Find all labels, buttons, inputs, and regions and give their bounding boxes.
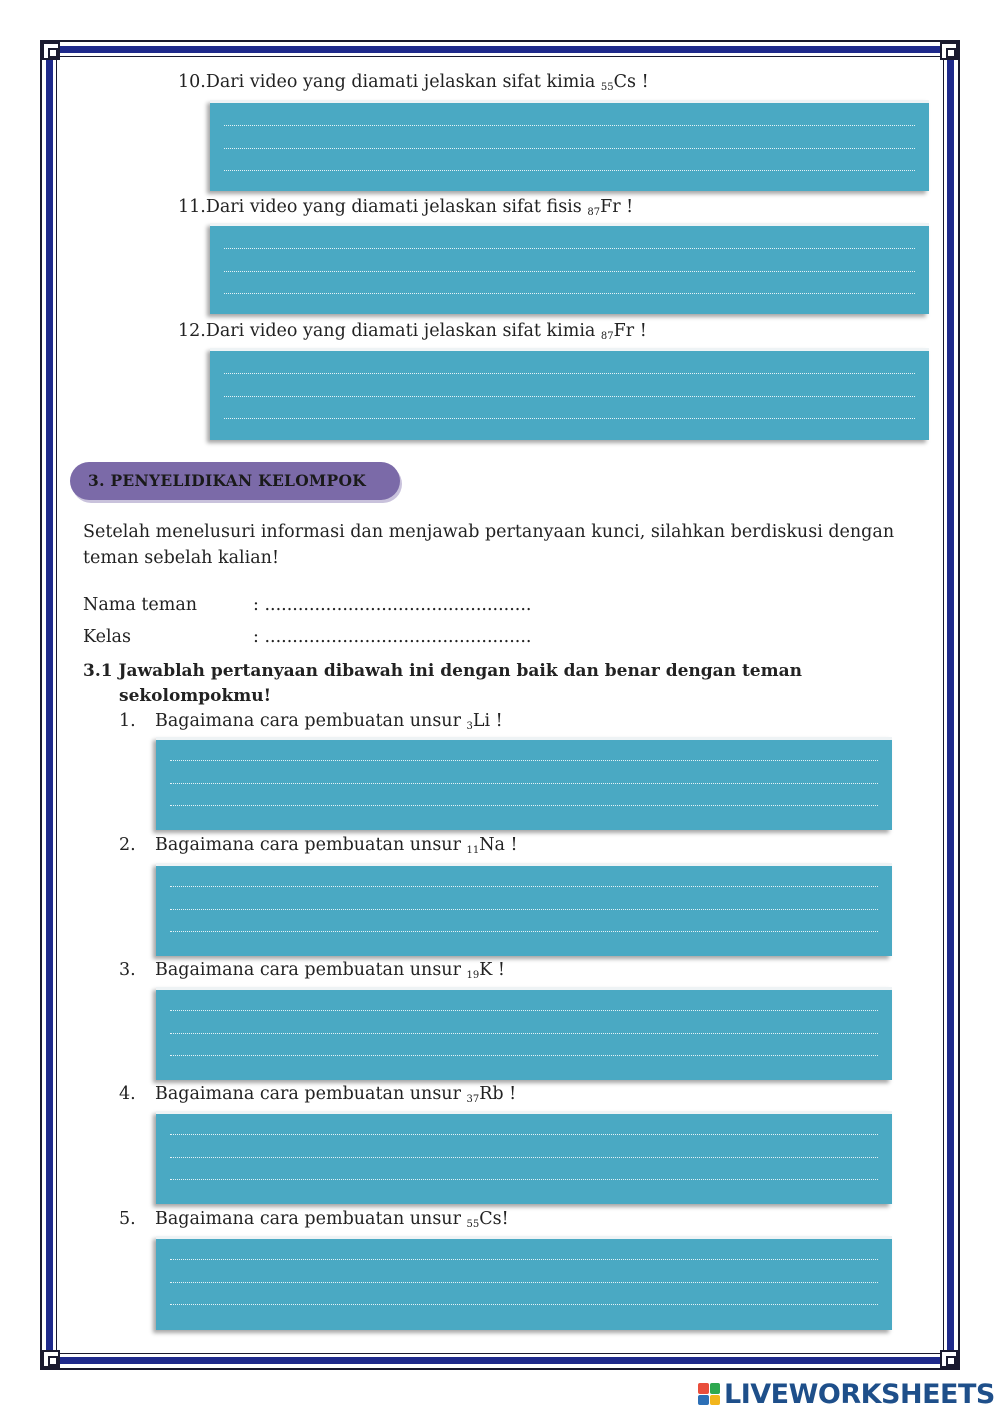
answer-box-3[interactable] <box>156 987 892 1080</box>
question-text: Dari video yang diamati jelaskan sifat kimia <box>205 72 601 92</box>
corner-ornament-icon <box>940 42 958 60</box>
section-header-pill <box>70 462 400 500</box>
question-text: Bagaimana cara pembuatan unsur <box>155 1209 467 1229</box>
question-5 <box>119 1208 509 1236</box>
corner-ornament-icon <box>940 1350 958 1368</box>
corner-ornament-icon <box>42 42 60 60</box>
field-label-kelas: Kelas <box>83 627 131 647</box>
question-number: 10. <box>178 72 206 92</box>
corner-ornament-icon <box>42 1350 60 1368</box>
question-text: Bagaimana cara pembuatan unsur <box>155 711 467 731</box>
question-text: Bagaimana cara pembuatan unsur <box>155 835 467 855</box>
liveworksheets-mark-icon <box>698 1383 720 1405</box>
atomic-number: 11 <box>466 845 480 856</box>
element-symbol: Li ! <box>472 711 503 731</box>
question-text: Bagaimana cara pembuatan unsur <box>155 960 467 980</box>
question-2 <box>119 834 518 862</box>
element-symbol: Cs! <box>479 1209 509 1229</box>
atomic-number: 55 <box>600 82 614 93</box>
question-1 <box>119 710 503 738</box>
subsection-heading <box>83 659 883 709</box>
question-text: Bagaimana cara pembuatan unsur <box>155 1084 467 1104</box>
subsection-heading-line2: sekolompokmu! <box>119 686 272 706</box>
answer-box-10[interactable] <box>210 100 929 191</box>
question-text: Dari video yang diamati jelaskan sifat fisis <box>205 197 588 217</box>
question-number: 12. <box>178 321 206 341</box>
element-symbol: Rb ! <box>479 1084 517 1104</box>
question-number: 4. <box>119 1084 136 1104</box>
question-text: Dari video yang diamati jelaskan sifat kimia <box>205 321 601 341</box>
answer-box-1[interactable] <box>156 737 892 830</box>
question-12 <box>178 320 647 348</box>
atomic-number: 87 <box>600 331 614 342</box>
question-11 <box>178 196 633 224</box>
answer-box-11[interactable] <box>210 223 929 314</box>
question-number: 5. <box>119 1209 136 1229</box>
element-symbol: Fr ! <box>600 197 634 217</box>
element-symbol: K ! <box>479 960 505 980</box>
element-symbol: Na ! <box>479 835 518 855</box>
answer-box-12[interactable] <box>210 348 929 440</box>
intro-paragraph: Setelah menelusuri informasi dan menjawab pertanyaan kunci, silahkan berdiskusi dengan teman sebelah kalian! <box>83 522 895 568</box>
question-10 <box>178 71 649 99</box>
question-3 <box>119 959 505 987</box>
liveworksheets-logo <box>698 1378 995 1410</box>
element-symbol: Cs ! <box>613 72 649 92</box>
liveworksheets-wordmark: LIVEWORKSHEETS <box>724 1378 995 1410</box>
question-number: 2. <box>119 835 136 855</box>
atomic-number: 87 <box>587 207 601 218</box>
field-value-nama-teman[interactable]: : ................................................ <box>253 595 532 615</box>
atomic-number: 19 <box>466 970 480 981</box>
subsection-heading-line1: 3.1 Jawablah pertanyaan dibawah ini dengan baik dan benar dengan teman <box>83 661 802 681</box>
atomic-number: 37 <box>466 1094 480 1105</box>
question-number: 3. <box>119 960 136 980</box>
question-4 <box>119 1083 516 1111</box>
answer-box-4[interactable] <box>156 1111 892 1204</box>
answer-box-5[interactable] <box>156 1236 892 1330</box>
element-symbol: Fr ! <box>613 321 647 341</box>
atomic-number: 55 <box>466 1219 480 1230</box>
field-label-nama-teman: Nama teman <box>83 595 198 615</box>
question-number: 11. <box>178 197 206 217</box>
answer-box-2[interactable] <box>156 863 892 956</box>
atomic-number: 3 <box>466 721 473 732</box>
question-number: 1. <box>119 711 136 731</box>
section-title: 3. PENYELIDIKAN KELOMPOK <box>88 471 367 490</box>
field-value-kelas[interactable]: : ................................................ <box>253 627 532 647</box>
